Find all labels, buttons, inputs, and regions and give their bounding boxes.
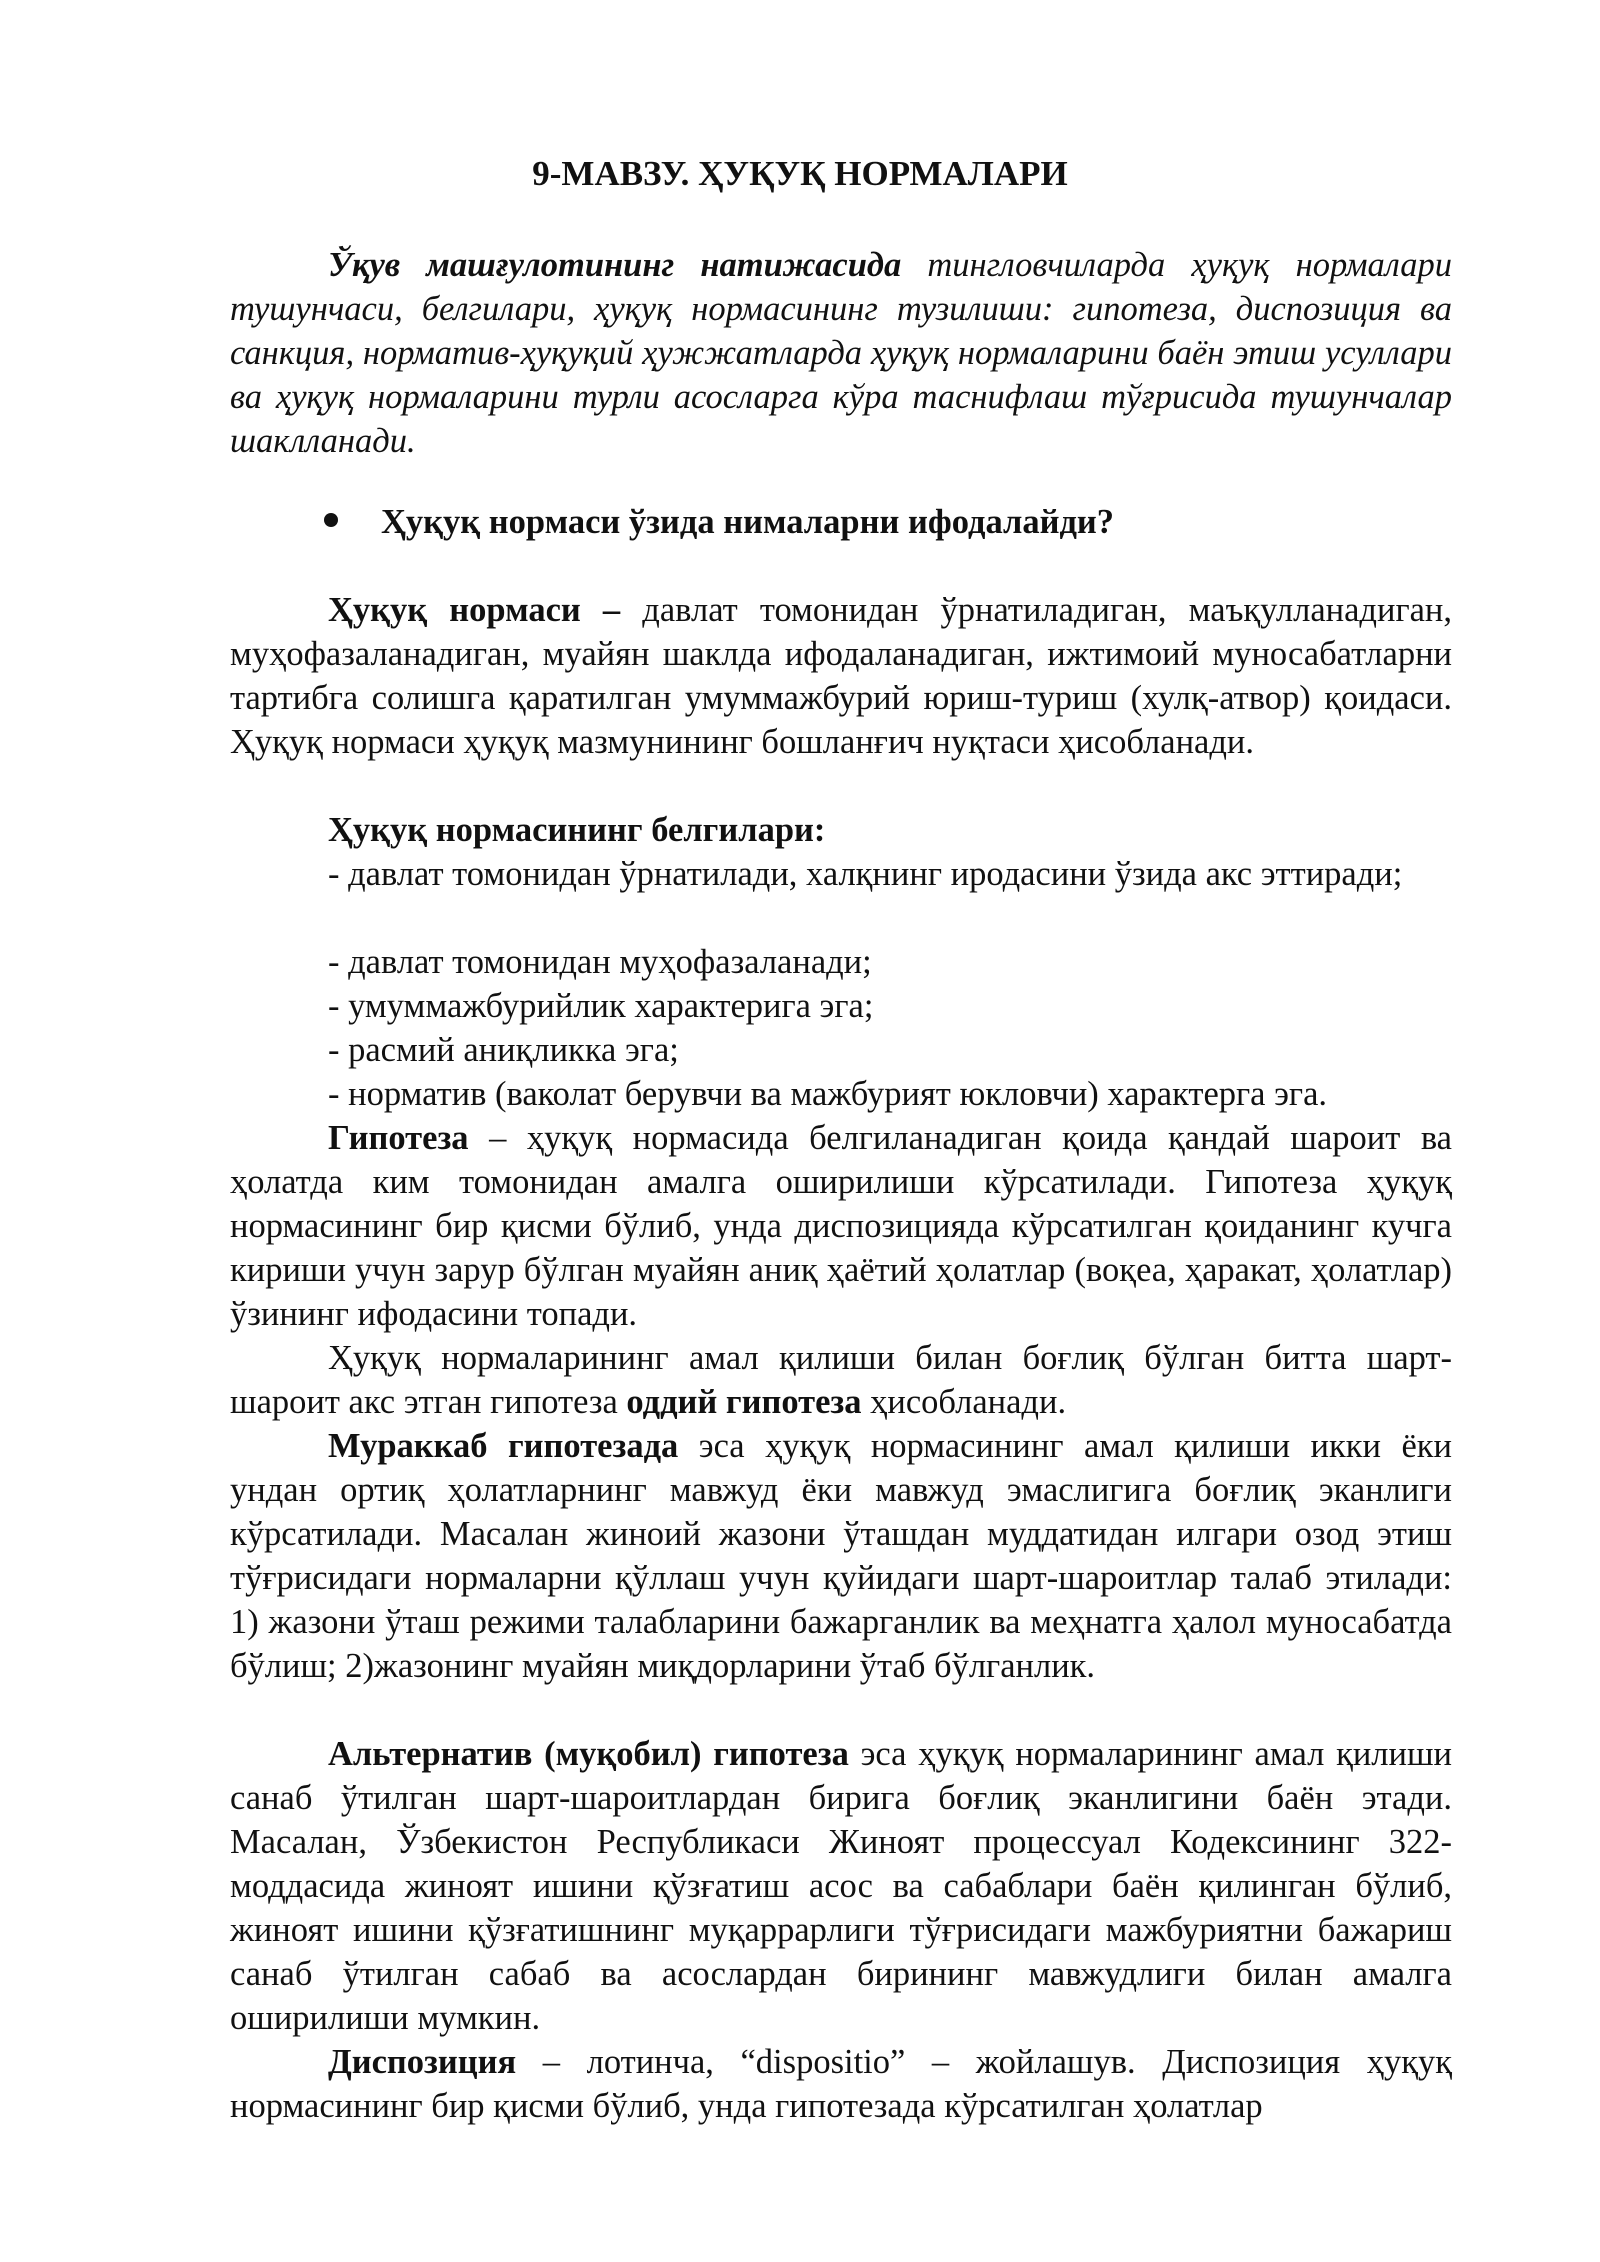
hypothesis-text: – ҳуқуқ нормасида белгиланадиган қоида қандай шароит ва ҳолатда ким томонидан амалга оширилиши кўрсатилади. Гипотеза ҳуқуқ нормасининг бир қисми бўлиб, унда диспозицияда кўрсатилган қоиданинг кучга кириши учун зарур бўлган муайян аниқ ҳаётий ҳолатлар (воқеа, ҳаракат, ҳолатлар) ўзининг ифодасини топади. xyxy=(230,1119,1452,1333)
complex-hypothesis-paragraph xyxy=(230,1424,1452,1688)
alternative-hypothesis-term: Альтернатив (муқобил) гипотеза xyxy=(328,1735,849,1773)
simple-text-before: Ҳуқуқ нормаларининг амал қилиши билан боғлиқ бўлган битта шарт-шароит акс этган гипотеза xyxy=(230,1339,1452,1421)
bullet-dot-icon xyxy=(324,513,338,527)
question-text: Ҳуқуқ нормаси ўзида нималарни ифодалайди? xyxy=(381,503,1115,541)
simple-text-after: ҳисобланади. xyxy=(861,1383,1067,1421)
definition-paragraph xyxy=(230,588,1452,764)
complex-hypothesis-term: Мураккаб гипотезада xyxy=(328,1427,679,1465)
disposition-text: – лотинча, “dispositio” – жойлашув. Диспозиция ҳуқуқ нормасининг бир қисми бўлиб, унда гипотезада кўрсатилган ҳолатлар xyxy=(230,2043,1452,2125)
feature-item: - расмий аниқликка эга; xyxy=(328,1031,679,1069)
features-heading: Ҳуқуқ нормасининг белгилари: xyxy=(328,811,826,849)
complex-hypothesis-text: эса ҳуқуқ нормасининг амал қилиши икки ёки ундан ортиқ ҳолатларнинг мавжуд ёки мавжуд эмаслигига боғлиқ эканлиги кўрсатилади. Масалан жиноий жазони ўташдан муддатидан илгари озод этиш тўғрисидаги нормаларни қўллаш учун қуйидаги шарт-шароитлар талаб этилади: 1) жазони ўташ режими талабларини бажарганлик ва меҳнатга ҳалол муносабатда бўлиш; 2)жазонинг муайян миқдорларини ўтаб бўлганлик. xyxy=(230,1427,1453,1685)
question-bullet xyxy=(0,500,1600,544)
document-title: 9-МАВЗУ. ҲУҚУҚ НОРМАЛАРИ xyxy=(532,154,1068,193)
alternative-hypothesis-text: эса ҳуқуқ нормаларининг амал қилиши санаб ўтилган шарт-шароитлардан бирига боғлиқ эканлигини баён этади. Масалан, Ўзбекистон Республикаси Жиноят процессуал Кодексининг 322-моддасида жиноят ишини қўзғатиш асос ва сабаблари баён қилинган бўлиб, жиноят ишини қўзғатишнинг муқаррарлиги тўғрисидаги мажбуриятни бажариш санаб ўтилган сабаб ва асослардан бирининг мавжудлиги билан амалга оширилиши мумкин. xyxy=(230,1735,1452,2037)
feature-item: - давлат томонидан ўрнатилади, халқнинг иродасини ўзида акс эттиради; xyxy=(328,855,1403,893)
definition-term: Ҳуқуқ нормаси – xyxy=(328,591,621,629)
intro-text: тингловчиларда ҳуқуқ нормалари тушунчаси, белгилари, ҳуқуқ нормасининг тузилиши: гипотеза, диспозиция ва санкция, норматив-ҳуқуқий ҳужжатларда ҳуқуқ нормаларини баён этиш усуллари ва ҳуқуқ нормаларини турли асосларга кўра таснифлаш тўғрисида тушунчалар шаклланади. xyxy=(230,246,1452,460)
hypothesis-term: Гипотеза xyxy=(328,1119,469,1157)
definition-text: давлат томонидан ўрнатиладиган, маъқулланадиган, муҳофазаланадиган, муайян шаклда ифодаланадиган, ижтимоий муносабатларни тартибга солишга қаратилган умуммажбурий юриш-туриш (хулқ-атвор) қоидаси. Ҳуқуқ нормаси ҳуқуқ мазмунининг бошланғич нуқтаси ҳисобланади. xyxy=(230,591,1452,761)
alternative-hypothesis-paragraph xyxy=(230,1732,1452,2040)
feature-item: - норматив (ваколат берувчи ва мажбурият юкловчи) характерга эга. xyxy=(328,1075,1328,1113)
simple-hypothesis-paragraph xyxy=(230,1336,1452,1424)
disposition-term: Диспозиция xyxy=(328,2043,517,2081)
disposition-paragraph xyxy=(230,2040,1452,2128)
feature-item: - умуммажбурийлик характерига эга; xyxy=(328,987,874,1025)
intro-lead: Ўқув машғулотининг натижасида xyxy=(328,246,902,284)
simple-hypothesis-term: оддий гипотеза xyxy=(626,1383,862,1421)
feature-item: - давлат томонидан муҳофазаланади; xyxy=(328,943,872,981)
intro-paragraph xyxy=(230,243,1452,463)
hypothesis-paragraph xyxy=(230,1116,1452,1336)
